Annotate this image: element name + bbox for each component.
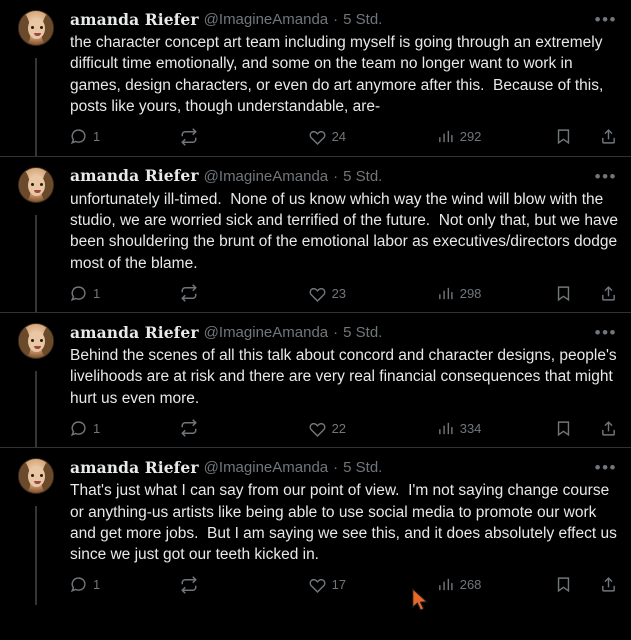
views-count: 334 — [459, 420, 482, 436]
tweet-text: the character concept art team including myself is going through an extremely difficult time emotionally, and some on the team no longer want to work in games, design characters, or even do art anymore after this. Because of this, posts like yours, though understandable, are- — [70, 34, 608, 116]
display-name[interactable]: amanda Riefer — [70, 322, 199, 342]
user-handle[interactable]: @ImagineAmanda — [203, 459, 329, 477]
reply-count: 1 — [93, 577, 101, 593]
avatar-column — [12, 167, 60, 313]
more-options-icon[interactable]: ••• — [594, 166, 617, 186]
views-button[interactable] — [437, 420, 555, 437]
retweet-icon — [180, 128, 198, 146]
display-name[interactable]: amanda Riefer — [70, 166, 199, 186]
tweet-body — [60, 166, 623, 313]
timestamp[interactable]: 5 Std. — [343, 11, 383, 28]
tweet-item[interactable] — [0, 0, 631, 157]
tweet-text: Behind the scenes of all this talk about concord and character designs, people's livelihoods are at risk and there are very real financial consequences that might hurt us even more. — [70, 347, 621, 407]
bookmark-icon — [555, 420, 572, 437]
reply-icon — [70, 420, 87, 437]
like-button[interactable] — [309, 576, 437, 593]
like-button[interactable] — [309, 420, 437, 437]
avatar[interactable] — [18, 458, 54, 494]
share-icon — [600, 576, 617, 593]
retweet-button[interactable] — [180, 419, 308, 437]
display-name[interactable]: amanda Riefer — [70, 457, 199, 477]
reply-icon — [70, 128, 87, 145]
tweet-header — [70, 324, 619, 341]
share-button[interactable] — [600, 285, 617, 302]
thread-connector-line — [35, 506, 37, 605]
views-count: 292 — [459, 129, 482, 144]
retweet-icon — [180, 419, 198, 437]
heart-icon — [309, 576, 326, 593]
tweet-actions — [70, 419, 619, 447]
reply-button[interactable] — [70, 576, 180, 593]
tweet-actions — [70, 284, 619, 312]
bookmark-icon — [555, 576, 572, 593]
separator-dot: · — [333, 459, 339, 477]
reply-count: 1 — [93, 129, 101, 144]
timestamp[interactable]: 5 Std. — [343, 324, 383, 341]
reply-count: 1 — [93, 420, 101, 436]
like-count: 22 — [331, 420, 347, 436]
share-button[interactable] — [600, 420, 617, 437]
views-bar-icon — [437, 576, 454, 593]
retweet-icon — [180, 576, 198, 594]
reply-button[interactable] — [70, 285, 180, 302]
bookmark-icon — [555, 285, 572, 302]
timestamp[interactable]: 5 Std. — [343, 167, 383, 185]
separator-dot: · — [333, 324, 339, 341]
bookmark-button[interactable] — [555, 576, 572, 593]
avatar[interactable] — [18, 10, 54, 46]
reply-button[interactable] — [70, 420, 180, 437]
tweet-actions — [70, 576, 619, 604]
heart-icon — [309, 420, 326, 437]
heart-icon — [309, 285, 326, 302]
tweet-item[interactable] — [0, 157, 631, 314]
share-icon — [600, 285, 617, 302]
retweet-icon — [180, 284, 198, 302]
more-options-icon[interactable]: ••• — [594, 323, 617, 342]
tweet-header — [70, 168, 619, 185]
retweet-button[interactable] — [180, 128, 308, 146]
avatar[interactable] — [18, 167, 54, 203]
thread-connector-line — [35, 215, 37, 314]
views-button[interactable] — [437, 128, 555, 145]
display-name[interactable]: amanda Riefer — [70, 9, 199, 29]
separator-dot: · — [333, 167, 339, 185]
views-bar-icon — [437, 420, 454, 437]
like-count: 17 — [331, 577, 347, 593]
tweet-item[interactable] — [0, 313, 631, 448]
views-count: 298 — [459, 285, 482, 301]
like-count: 23 — [331, 285, 347, 301]
avatar[interactable] — [18, 323, 54, 359]
reply-icon — [70, 285, 87, 302]
tweet-body — [60, 323, 619, 447]
share-icon — [600, 128, 617, 145]
tweet-header — [70, 11, 619, 28]
share-icon — [600, 420, 617, 437]
like-button[interactable] — [309, 128, 437, 145]
reply-button[interactable] — [70, 128, 180, 145]
user-handle[interactable]: @ImagineAmanda — [203, 11, 329, 28]
more-options-icon[interactable]: ••• — [594, 10, 617, 29]
tweet-item[interactable] — [0, 448, 631, 604]
separator-dot: · — [333, 11, 339, 28]
tweet-header — [70, 459, 619, 476]
tweet-body — [60, 10, 619, 156]
bookmark-button[interactable] — [555, 420, 572, 437]
avatar-column — [12, 10, 60, 156]
tweet-actions — [70, 128, 619, 156]
like-count: 24 — [331, 129, 347, 144]
retweet-button[interactable] — [180, 576, 308, 594]
reply-count: 1 — [93, 285, 101, 301]
bookmark-button[interactable] — [555, 285, 572, 302]
more-options-icon[interactable]: ••• — [594, 458, 617, 478]
share-button[interactable] — [600, 576, 617, 593]
tweet-body — [60, 457, 622, 604]
thread-connector-line — [35, 58, 37, 157]
like-button[interactable] — [309, 285, 437, 302]
tweet-text: That's just what I can say from our point of view. I'm not saying change course or anything-us artists like being able to use social media to promote our work and get more jobs. But I am saying we see this, and it does absolutely effect us since we just got our teeth kicked in. — [70, 482, 622, 564]
tweet-text: unfortunately ill-timed. None of us know which way the wind will blow with the studio, we are worried sick and terrified of the future. Not only that, but we have been shouldering the brunt of the emotional labor as executives/directors dodge most of the blame. — [70, 190, 623, 272]
user-handle[interactable]: @ImagineAmanda — [203, 324, 329, 341]
avatar-column — [12, 323, 60, 447]
user-handle[interactable]: @ImagineAmanda — [203, 167, 329, 185]
heart-icon — [309, 128, 326, 145]
share-button[interactable] — [600, 128, 617, 145]
avatar-column — [12, 458, 60, 604]
views-button[interactable] — [437, 285, 555, 302]
thread-connector-line — [35, 371, 37, 448]
reply-icon — [70, 576, 87, 593]
views-bar-icon — [437, 285, 454, 302]
timestamp[interactable]: 5 Std. — [343, 459, 383, 477]
views-count: 268 — [459, 577, 482, 593]
views-bar-icon — [437, 128, 454, 145]
bookmark-button[interactable] — [555, 128, 572, 145]
bookmark-icon — [555, 128, 572, 145]
retweet-button[interactable] — [180, 284, 308, 302]
views-button[interactable] — [437, 576, 555, 593]
